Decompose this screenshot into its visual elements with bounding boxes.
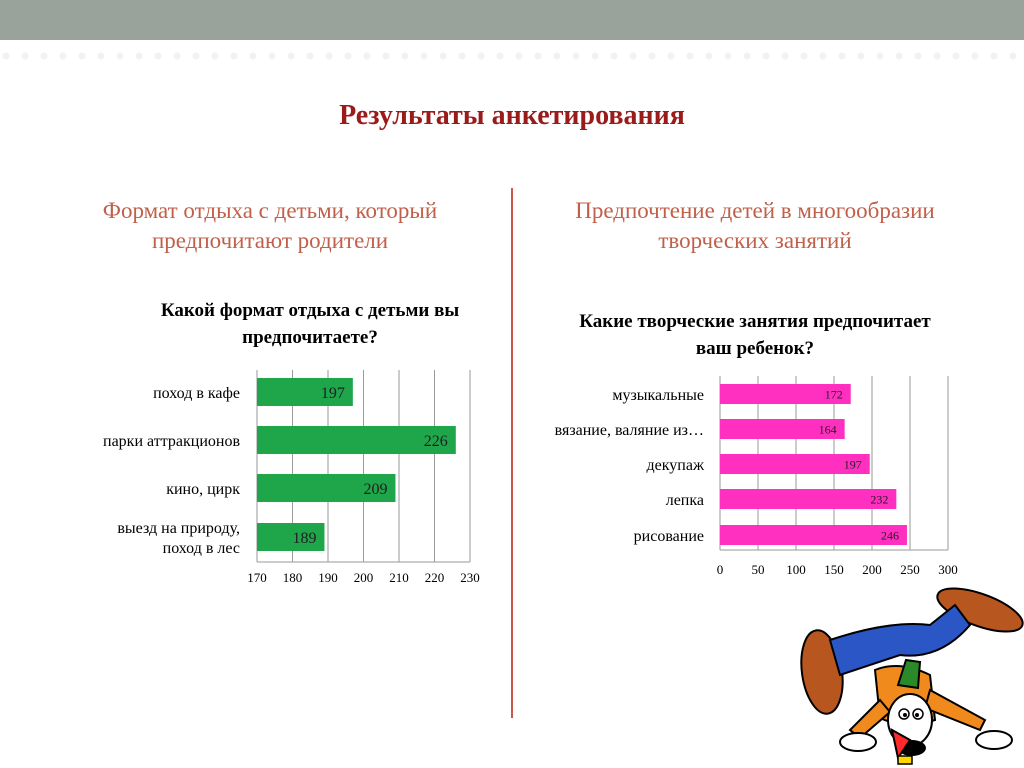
x-tick-label: 250 [900,562,920,577]
x-tick-label: 100 [786,562,806,577]
category-label: поход в кафе [153,385,240,402]
x-tick-label: 190 [318,570,338,585]
category-label: парки аттракционов [103,433,240,450]
x-tick-label: 230 [460,570,480,585]
x-tick-label: 220 [424,570,445,585]
x-tick-label: 170 [247,570,267,585]
bar-value-label: 189 [292,529,317,547]
bar-value-label: 197 [843,457,862,472]
category-label: поход в лес [162,540,240,557]
bar-value-label: 226 [423,432,448,450]
bar-value-label: 246 [880,528,899,543]
bar [720,525,907,545]
x-tick-label: 200 [353,570,374,585]
bar-value-label: 172 [824,387,843,402]
x-tick-label: 300 [938,562,958,577]
bar-value-label: 232 [870,492,889,507]
right-heading: Предпочтение детей в многообразии творческих занятий [575,198,935,253]
right-chart-title: Какие творческие занятия предпочитает ваш ребенок? [579,311,931,359]
slide-title: Результаты анкетирования [339,100,685,131]
category-label: лепка [665,492,704,509]
category-label: декупаж [646,457,704,474]
bar-value-label: 164 [818,422,837,437]
x-tick-label: 0 [716,562,724,577]
x-tick-label: 200 [862,562,882,577]
category-label: вязание, валяние из… [554,422,704,439]
bar-value-label: 197 [320,384,345,402]
category-label: кино, цирк [166,481,240,498]
x-tick-label: 50 [751,562,765,577]
x-tick-label: 210 [389,570,409,585]
category-label: выезд на природу, [117,520,240,537]
bar-value-label: 209 [363,480,388,498]
category-label: рисование [633,528,704,545]
left-chart-title: Какой формат отдыха с детьми вы предпочитаете? [160,300,460,348]
left-heading: Формат отдыха с детьми, который предпочитают родители [102,198,438,253]
cartoon-character-illustration [780,580,1024,768]
x-tick-label: 180 [282,570,303,585]
category-label: музыкальные [612,387,704,404]
x-tick-label: 150 [824,562,844,577]
